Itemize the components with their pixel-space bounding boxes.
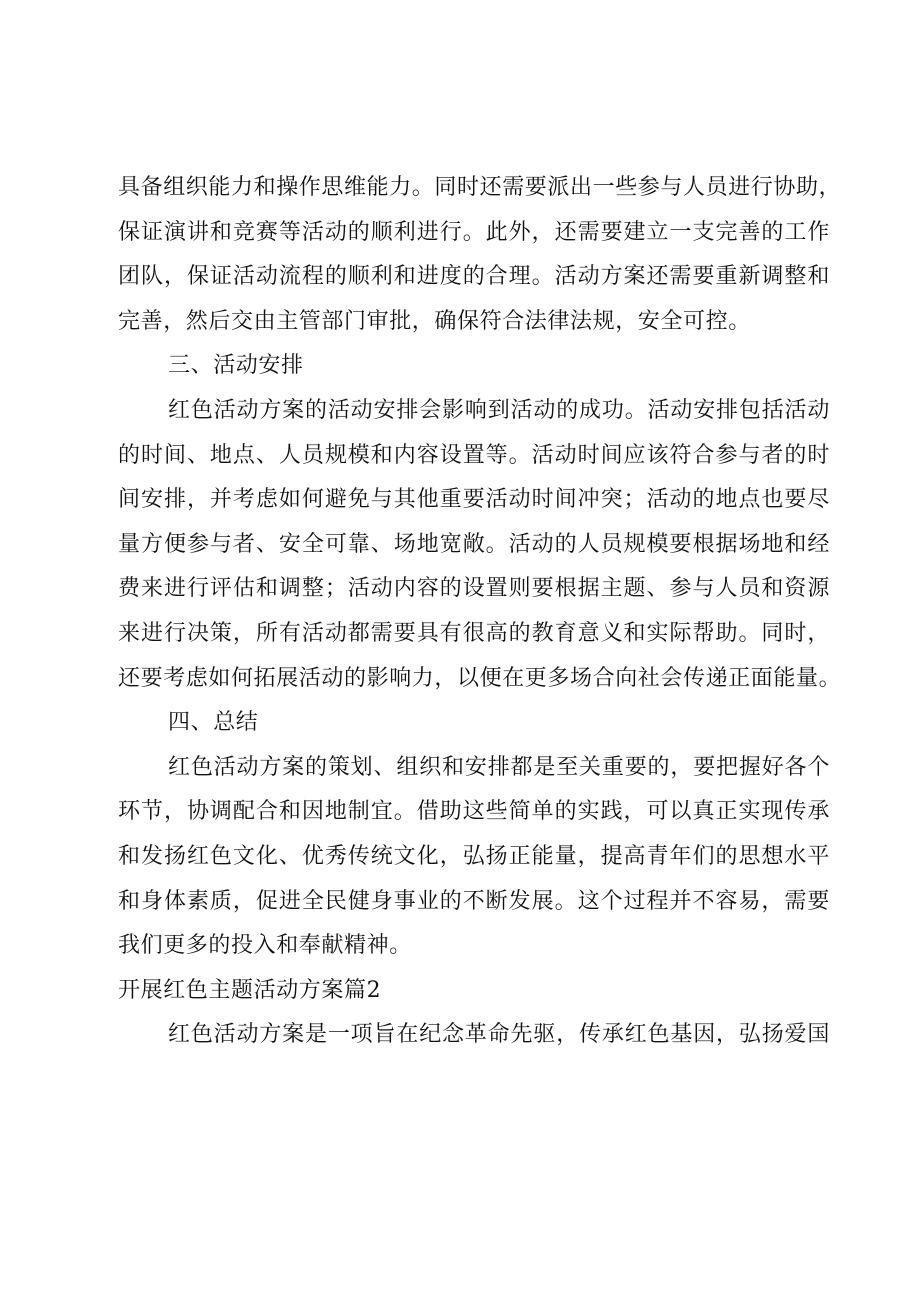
text-line: 保证演讲和竞赛等活动的顺利进行。此外，还需要建立一支完善的工作 <box>118 219 830 245</box>
text-line: 费来进行评估和调整；活动内容的设置则要根据主题、参与人员和资源 <box>118 576 830 602</box>
text-line: 间安排，并考虑如何避免与其他重要活动时间冲突；活动的地点也要尽 <box>118 487 830 513</box>
text-line: 来进行决策，所有活动都需要具有很高的教育意义和实际帮助。同时， <box>118 620 830 646</box>
text-line: 红色活动方案是一项旨在纪念革命先驱，传承红色基因，弘扬爱国 <box>168 1022 830 1048</box>
text-line: 量方便参与者、安全可靠、场地宽敞。活动的人员规模要根据场地和经 <box>118 531 830 557</box>
text-line: 和发扬红色文化、优秀传统文化，弘扬正能量，提高青年们的思想水平 <box>118 843 830 869</box>
text-line: 红色活动方案的活动安排会影响到活动的成功。活动安排包括活动 <box>168 397 830 423</box>
text-line: 团队，保证活动流程的顺利和进度的合理。活动方案还需要重新调整和 <box>118 264 830 290</box>
text-line: 还要考虑如何拓展活动的影响力，以便在更多场合向社会传递正面能量。 <box>118 665 842 691</box>
document-body <box>118 166 842 1058</box>
text-line: 开展红色主题活动方案篇2 <box>118 977 382 1003</box>
text-line: 红色活动方案的策划、组织和安排都是至关重要的，要把握好各个 <box>168 754 830 780</box>
text-line: 四、总结 <box>168 710 259 736</box>
text-line: 完善，然后交由主管部门审批，确保符合法律法规，安全可控。 <box>118 308 751 334</box>
text-line: 三、活动安排 <box>168 353 304 379</box>
text-line: 和身体素质，促进全民健身事业的不断发展。这个过程并不容易，需要 <box>118 888 830 914</box>
text-line: 我们更多的投入和奉献精神。 <box>118 933 412 959</box>
text-line: 的时间、地点、人员规模和内容设置等。活动时间应该符合参与者的时 <box>118 442 830 468</box>
text-line: 环节，协调配合和因地制宜。借助这些简单的实践，可以真正实现传承 <box>118 799 830 825</box>
text-line: 具备组织能力和操作思维能力。同时还需要派出一些参与人员进行协助， <box>118 175 842 200</box>
